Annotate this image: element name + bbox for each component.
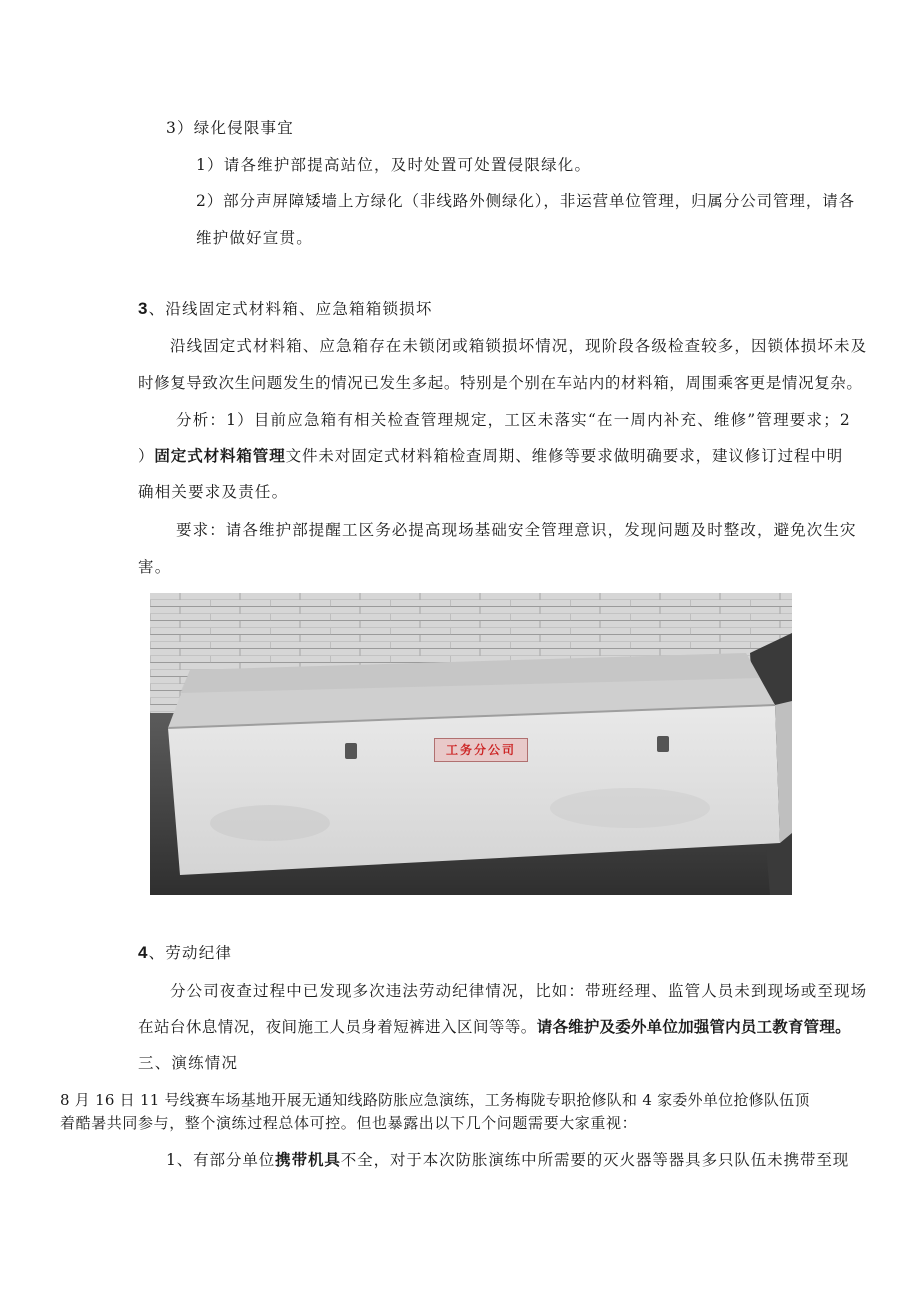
text-run: 不全，对于本次防胀演练中所需要的灭火器等器具多只队伍未携带至现 [340,1151,850,1169]
photo-sign: 工务分公司 [434,738,528,762]
paragraph: 分公司夜查过程中已发现多次违法劳动纪律情况，比如：带班经理、监管人员未到现场或至现场 [170,982,868,1000]
text-run: ） [138,447,155,465]
analysis-paragraph [138,446,843,466]
requirement-paragraph: 要求：请各维护部提醒工区务必提高现场基础安全管理意识，发现问题及时整改，避免次生灾 [176,521,857,539]
requirement-paragraph: 害。 [138,558,172,576]
paragraph: 沿线固定式材料箱、应急箱存在未锁闭或箱锁损坏情况，现阶段各级检查较多，因锁体损坏未及 [170,337,868,355]
analysis-paragraph: 分析：1）目前应急箱有相关检查管理规定，工区未落实“在一周内补充、维修”管理要求；2 [176,411,851,429]
material-box-photo [150,593,792,895]
paragraph [138,1017,851,1037]
text-run: 在站台休息情况，夜间施工人员身着短裤进入区间等等。 [138,1018,537,1036]
analysis-paragraph: 确相关要求及责任。 [138,483,289,501]
section-title: 、沿线固定式材料箱、应急箱箱锁损坏 [148,300,433,318]
list-item: 1）请各维护部提高站位，及时处置可处置侵限绿化。 [196,156,592,174]
paragraph: 着酷暑共同参与，整个演练过程总体可控。但也暴露出以下几个问题需要大家重视： [60,1114,638,1132]
section-heading: 三、演练情况 [138,1054,239,1072]
section-heading [138,299,433,319]
text-run: 1、有部分单位 [166,1151,276,1169]
section-title: 、劳动纪律 [148,944,233,962]
section-heading [138,943,232,963]
section-number: 3 [138,299,149,318]
subsection-title: 3）绿化侵限事宜 [166,119,294,137]
list-item [166,1150,849,1170]
list-item: 2）部分声屏障矮墙上方绿化（非线路外侧绿化），非运营单位管理，归属分公司管理，请各 [196,192,856,210]
paragraph: 时修复导致次生问题发生的情况已发生多起。特别是个别在车站内的材料箱，周围乘客更是情况复杂。 [138,374,863,392]
emphasis-text: 请各维护及委外单位加强管内员工教育管理。 [536,1018,851,1036]
paragraph: 8 月 16 日 11 号线赛车场基地开展无通知线路防胀应急演练，工务梅陇专职抢修队和 4 家委外单位抢修队伍顶 [60,1091,810,1109]
emphasis-text: 固定式材料箱管理 [154,447,286,465]
text-run: 文件未对固定式材料箱检查周期、维修等要求做明确要求，建议修订过程中明 [285,447,844,465]
section-number: 4 [138,943,149,962]
list-item-continuation: 维护做好宣贯。 [196,229,313,247]
emphasis-text: 携带机具 [275,1151,341,1169]
